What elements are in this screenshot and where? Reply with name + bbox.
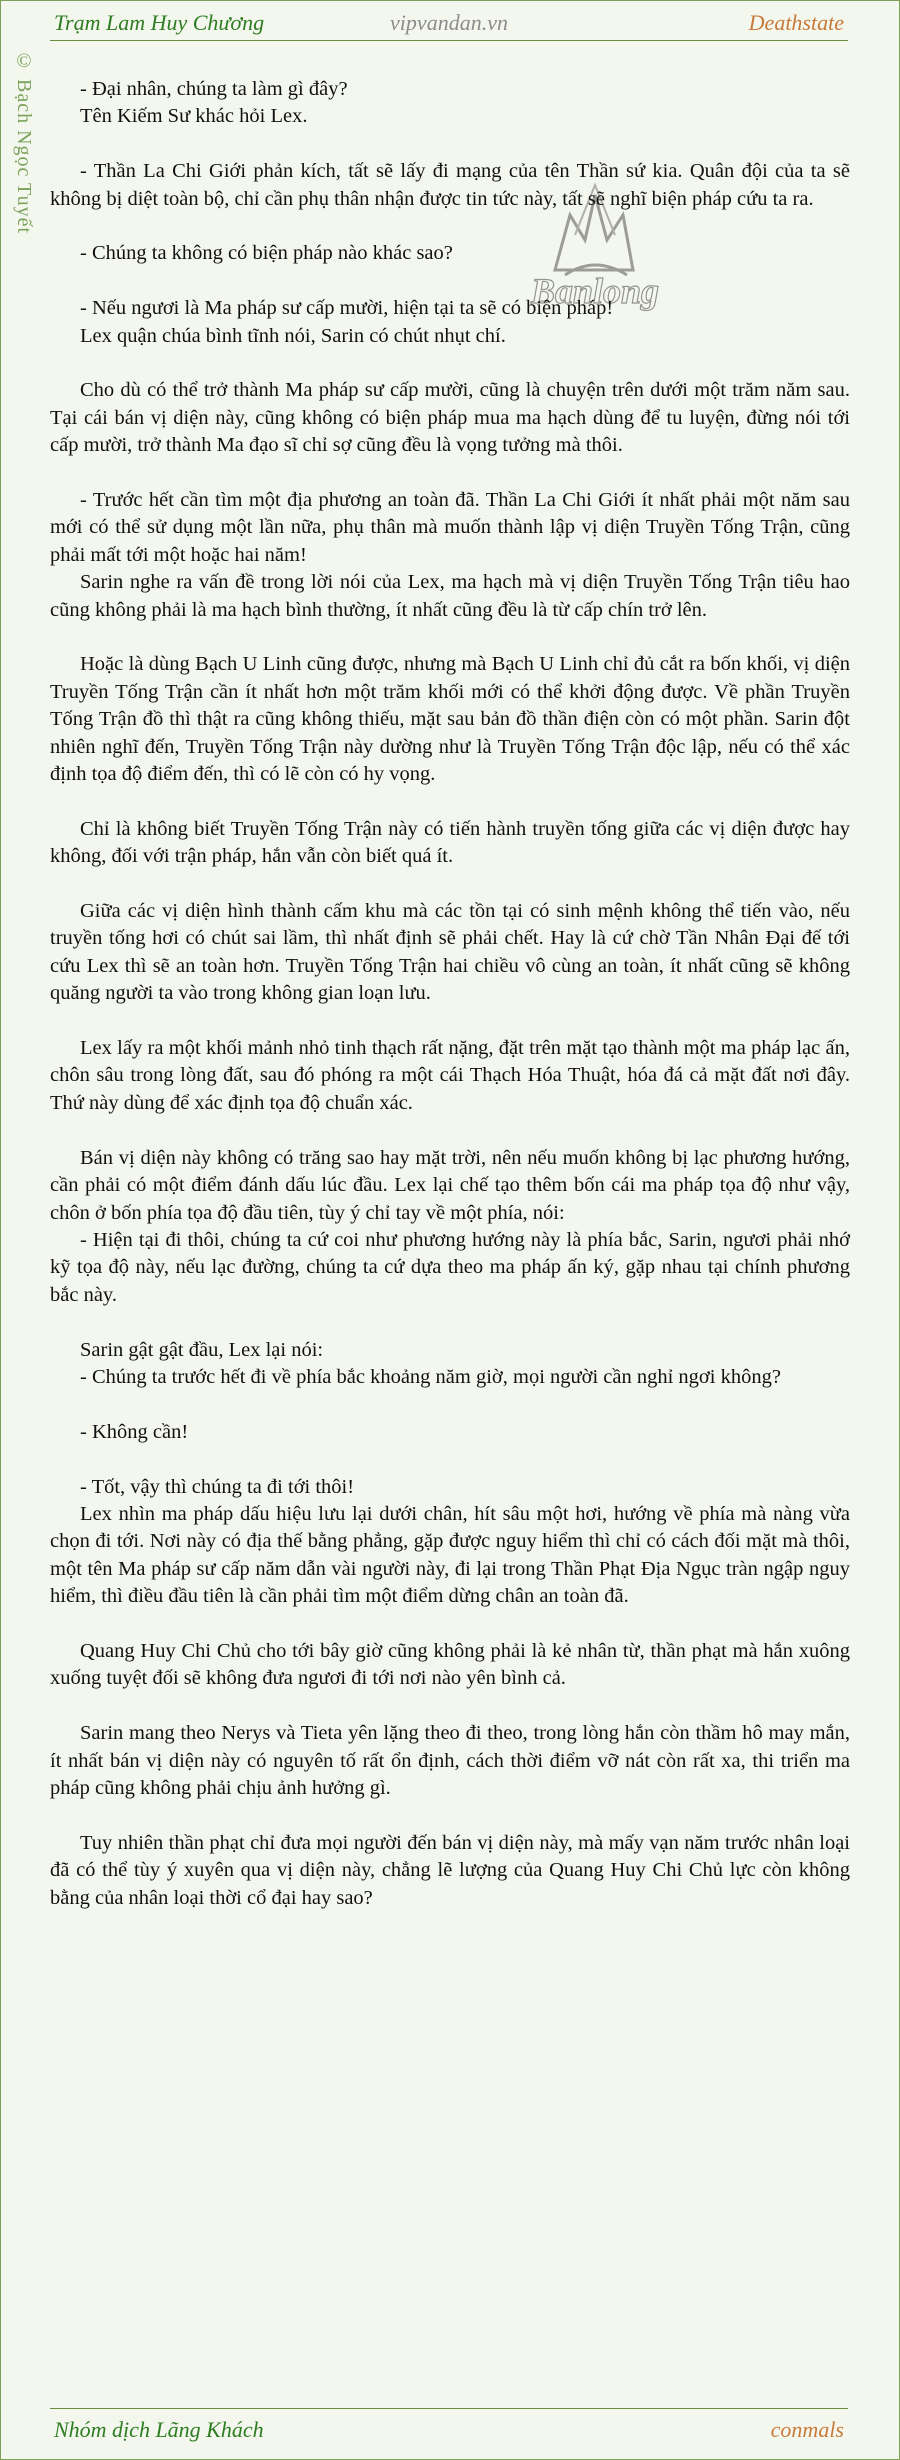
paragraph-line: Sarin gật gật đầu, Lex lại nói: (80, 1338, 324, 1361)
paragraph-line: Cho dù có thể trở thành Ma pháp sư cấp mười, cũng là chuyện trên dưới một trăm năm sau. Tại cái bán vị diện này, cũng không có biện pháp mua ma hạch dùng để tu luyện, đừng nói tới cấp mười, trở thành Ma đạo sĩ chỉ sợ cũng đều là vọng tưởng mà thôi. (50, 379, 850, 457)
paragraph (50, 1337, 850, 1392)
paragraph (50, 1035, 850, 1117)
paragraph (50, 1145, 850, 1309)
paragraph (50, 295, 850, 350)
header-site-name[interactable]: vipvandan.vn (390, 10, 508, 35)
paragraph-line: - Tốt, vậy thì chúng ta đi tới thôi! (80, 1475, 355, 1498)
page-header (50, 8, 848, 41)
paragraph (50, 898, 850, 1008)
paragraph (50, 1720, 850, 1802)
paragraph-line: Lex nhìn ma pháp dấu hiệu lưu lại dưới chân, hít sâu một hơi, hướng về phía mà nàng vừa chọn đi tới. Nơi này có địa thế bằng phẳng, gặp được nguy hiểm thì chỉ có cách đối mặt mà thôi, một tên Ma pháp sư cấp năm dẫn vài người này, đi lại trong Thần Phạt Địa Ngục tràn ngập nguy hiểm, thì điều đầu tiên là cần phải tìm một điểm dừng chân an toàn đã. (50, 1502, 850, 1608)
paragraph (50, 1419, 850, 1446)
paragraph-line: Sarin mang theo Nerys và Tieta yên lặng theo đi theo, trong lòng hắn còn thầm hô may mắn, ít nhất bán vị diện này có nguyên tố rất ổn định, cách thời điểm vỡ nát còn rất xa, thi triển ma pháp cũng không phải chịu ảnh hưởng gì. (50, 1722, 850, 1799)
paragraph (50, 651, 850, 788)
footer-translator: Nhóm dịch Lãng Khách (54, 2417, 264, 2442)
paragraph-line: Tên Kiếm Sư khác hỏi Lex. (80, 105, 308, 128)
paragraph-line: Lex quận chúa bình tĩnh nói, Sarin có chút nhụt chí. (80, 324, 506, 347)
paragraph-line: - Nếu ngươi là Ma pháp sư cấp mười, hiện tại ta sẽ có biện pháp! (80, 297, 614, 320)
paragraph (50, 377, 850, 459)
paragraph-line: Hoặc là dùng Bạch U Linh cũng được, nhưng mà Bạch U Linh chỉ đủ cắt ra bốn khối, vị diện Truyền Tống Trận cần ít nhất hơn một trăm khối mới có thể khởi động được. Về phần Truyền Tống Trận đồ thì thật ra cũng không thiếu, mặt sau bản đồ thần điện còn có một phần. Sarin đột nhiên nghĩ đến, Truyền Tống Trận này dường như là Truyền Tống Trận độc lập, nếu có thể xác định tọa độ điểm đến, thì có lẽ còn có hy vọng. (50, 653, 850, 786)
paragraph (50, 240, 850, 267)
side-credit: © Bạch Ngọc Tuyết (13, 50, 35, 234)
paragraph-line: - Không cần! (80, 1420, 189, 1443)
paragraph-line: Quang Huy Chi Chủ cho tới bây giờ cũng không phải là kẻ nhân từ, thần phạt mà hắn xuông xuống tuyệt đối sẽ không đưa ngươi đi tới nơi nào yên bình cả. (50, 1639, 850, 1690)
paragraph (50, 816, 850, 871)
paragraph (50, 158, 850, 213)
paragraph-line: Sarin nghe ra vấn đề trong lời nói của Lex, ma hạch mà vị diện Truyền Tống Trận tiêu hao cũng không phải là ma hạch bình thường, ít nhất cũng đều là từ cấp chín trở lên. (50, 571, 850, 621)
paragraph-line: - Đại nhân, chúng ta làm gì đây? (80, 78, 348, 100)
header-author: Deathstate (748, 10, 844, 35)
footer-editor: conmals (770, 2417, 844, 2442)
paragraph (50, 1830, 850, 1912)
paragraph-line: - Hiện tại đi thôi, chúng ta cứ coi như phương hướng này là phía bắc, Sarin, ngươi phải nhớ kỹ tọa độ này, nếu lạc đường, chúng ta cứ dựa theo ma pháp ấn ký, gặp nhau tại chính phương bắc này. (50, 1228, 850, 1306)
paragraph (50, 76, 850, 131)
paragraph-line: Bán vị diện này không có trăng sao hay mặt trời, nên nếu muốn không bị lạc phương hướng, cần phải có một điểm đánh dấu lúc đầu. Lex lại chế tạo thêm bốn cái ma pháp tọa độ như vậy, chôn ở bốn phía tọa độ đầu tiên, tùy ý chỉ tay về một phía, nói: (50, 1146, 850, 1224)
paragraph-line: Giữa các vị diện hình thành cấm khu mà các tồn tại có sinh mệnh không thể tiến vào, nếu truyền tống hơi có chút sai lầm, thì nhất định sẽ phải chết. Hay là cứ chờ Tần Nhân Đại đế tới cứu Lex thì sẽ an toàn hơn. Truyền Tống Trận hai chiều vô cùng an toàn, ít nhất cũng sẽ không quăng người ta vào trong không gian loạn lưu. (50, 900, 850, 1005)
paragraph-line: - Trước hết cần tìm một địa phương an toàn đã. Thần La Chi Giới ít nhất phải một năm sau mới có thể sử dụng một lần nữa, phụ thân mà muốn thành lập vị diện Truyền Tống Trận, cũng phải mất tới một hoặc hai năm! (50, 489, 850, 566)
paragraph-line: - Thần La Chi Giới phản kích, tất sẽ lấy đi mạng của tên Thần sứ kia. Quân đội của ta sẽ không bị diệt toàn bộ, chỉ cần phụ thân nhận được tin tức này, tất sẽ nghĩ biện pháp cứu ta ra. (50, 160, 850, 210)
paragraph (50, 1474, 850, 1611)
paragraph-line: Lex lấy ra một khối mảnh nhỏ tinh thạch rất nặng, đặt trên mặt tạo thành một ma pháp lạc ấn, chôn sâu trong lòng đất, sau đó phóng ra một cái Thạch Hóa Thuật, hóa đá cả mặt đất nơi đây. Thứ này dùng để xác định tọa độ chuẩn xác. (50, 1037, 850, 1114)
header-book-title: Trạm Lam Huy Chương (54, 10, 265, 35)
paragraph-line: - Chúng ta trước hết đi về phía bắc khoảng năm giờ, mọi người cần nghỉ ngơi không? (80, 1365, 781, 1388)
watermark-text: Banlong (530, 271, 660, 311)
chapter-content (50, 76, 850, 1939)
page-footer (50, 2408, 848, 2445)
paragraph-line: Chỉ là không biết Truyền Tống Trận này có tiến hành truyền tống giữa các vị diện được hay không, đối với trận pháp, hắn vẫn còn biết quá ít. (50, 817, 850, 868)
paragraph-line: Tuy nhiên thần phạt chỉ đưa mọi người đến bán vị diện này, mà mấy vạn năm trước nhân loại đã có thể tùy ý xuyên qua vị diện này, chẳng lẽ lượng của Quang Huy Chi Chủ lực còn không bằng của nhân loại thời cổ đại hay sao? (50, 1831, 850, 1909)
paragraph-line: - Chúng ta không có biện pháp nào khác sao? (80, 242, 453, 265)
paragraph (50, 1638, 850, 1693)
paragraph (50, 487, 850, 624)
